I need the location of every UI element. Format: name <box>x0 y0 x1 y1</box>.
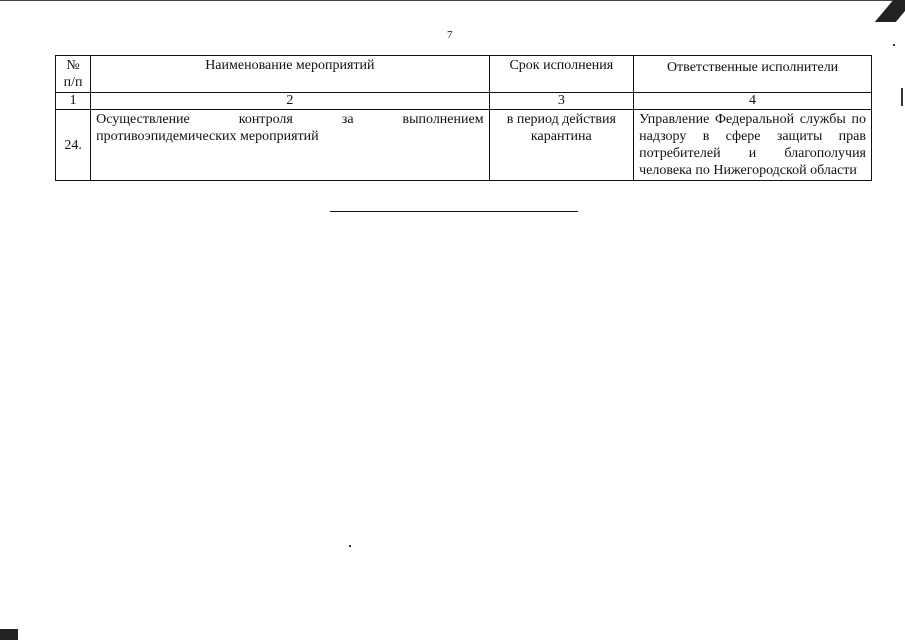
scan-mark <box>893 44 895 46</box>
header-responsible: Ответственные исполнители <box>634 56 872 93</box>
row-responsible: Управление Федеральной службы по надзору в сфере защиты прав потребителей и благополучия человека по Нижегородской области <box>634 110 872 181</box>
column-index-row <box>56 93 872 110</box>
column-index: 1 <box>56 93 91 110</box>
scan-mark <box>901 88 903 106</box>
row-number: 24. <box>56 110 91 181</box>
table-header-row <box>56 56 872 93</box>
table-row <box>56 110 872 181</box>
column-index: 3 <box>489 93 634 110</box>
column-index: 2 <box>91 93 489 110</box>
column-index: 4 <box>634 93 872 110</box>
measures-table <box>55 55 872 181</box>
row-measure-name: Осуществление контроля за выполнением противоэпидемических мероприятий <box>91 110 489 181</box>
page-number: 7 <box>447 29 453 41</box>
header-term: Срок исполнения <box>489 56 634 93</box>
header-num: № п/п <box>56 56 91 93</box>
end-of-document-line <box>330 211 578 212</box>
scan-mark <box>0 0 905 1</box>
scan-mark <box>875 0 905 22</box>
scan-mark <box>349 545 351 547</box>
header-name: Наименование мероприятий <box>91 56 489 93</box>
scan-mark <box>0 629 18 640</box>
row-term: в период действия карантина <box>489 110 634 181</box>
